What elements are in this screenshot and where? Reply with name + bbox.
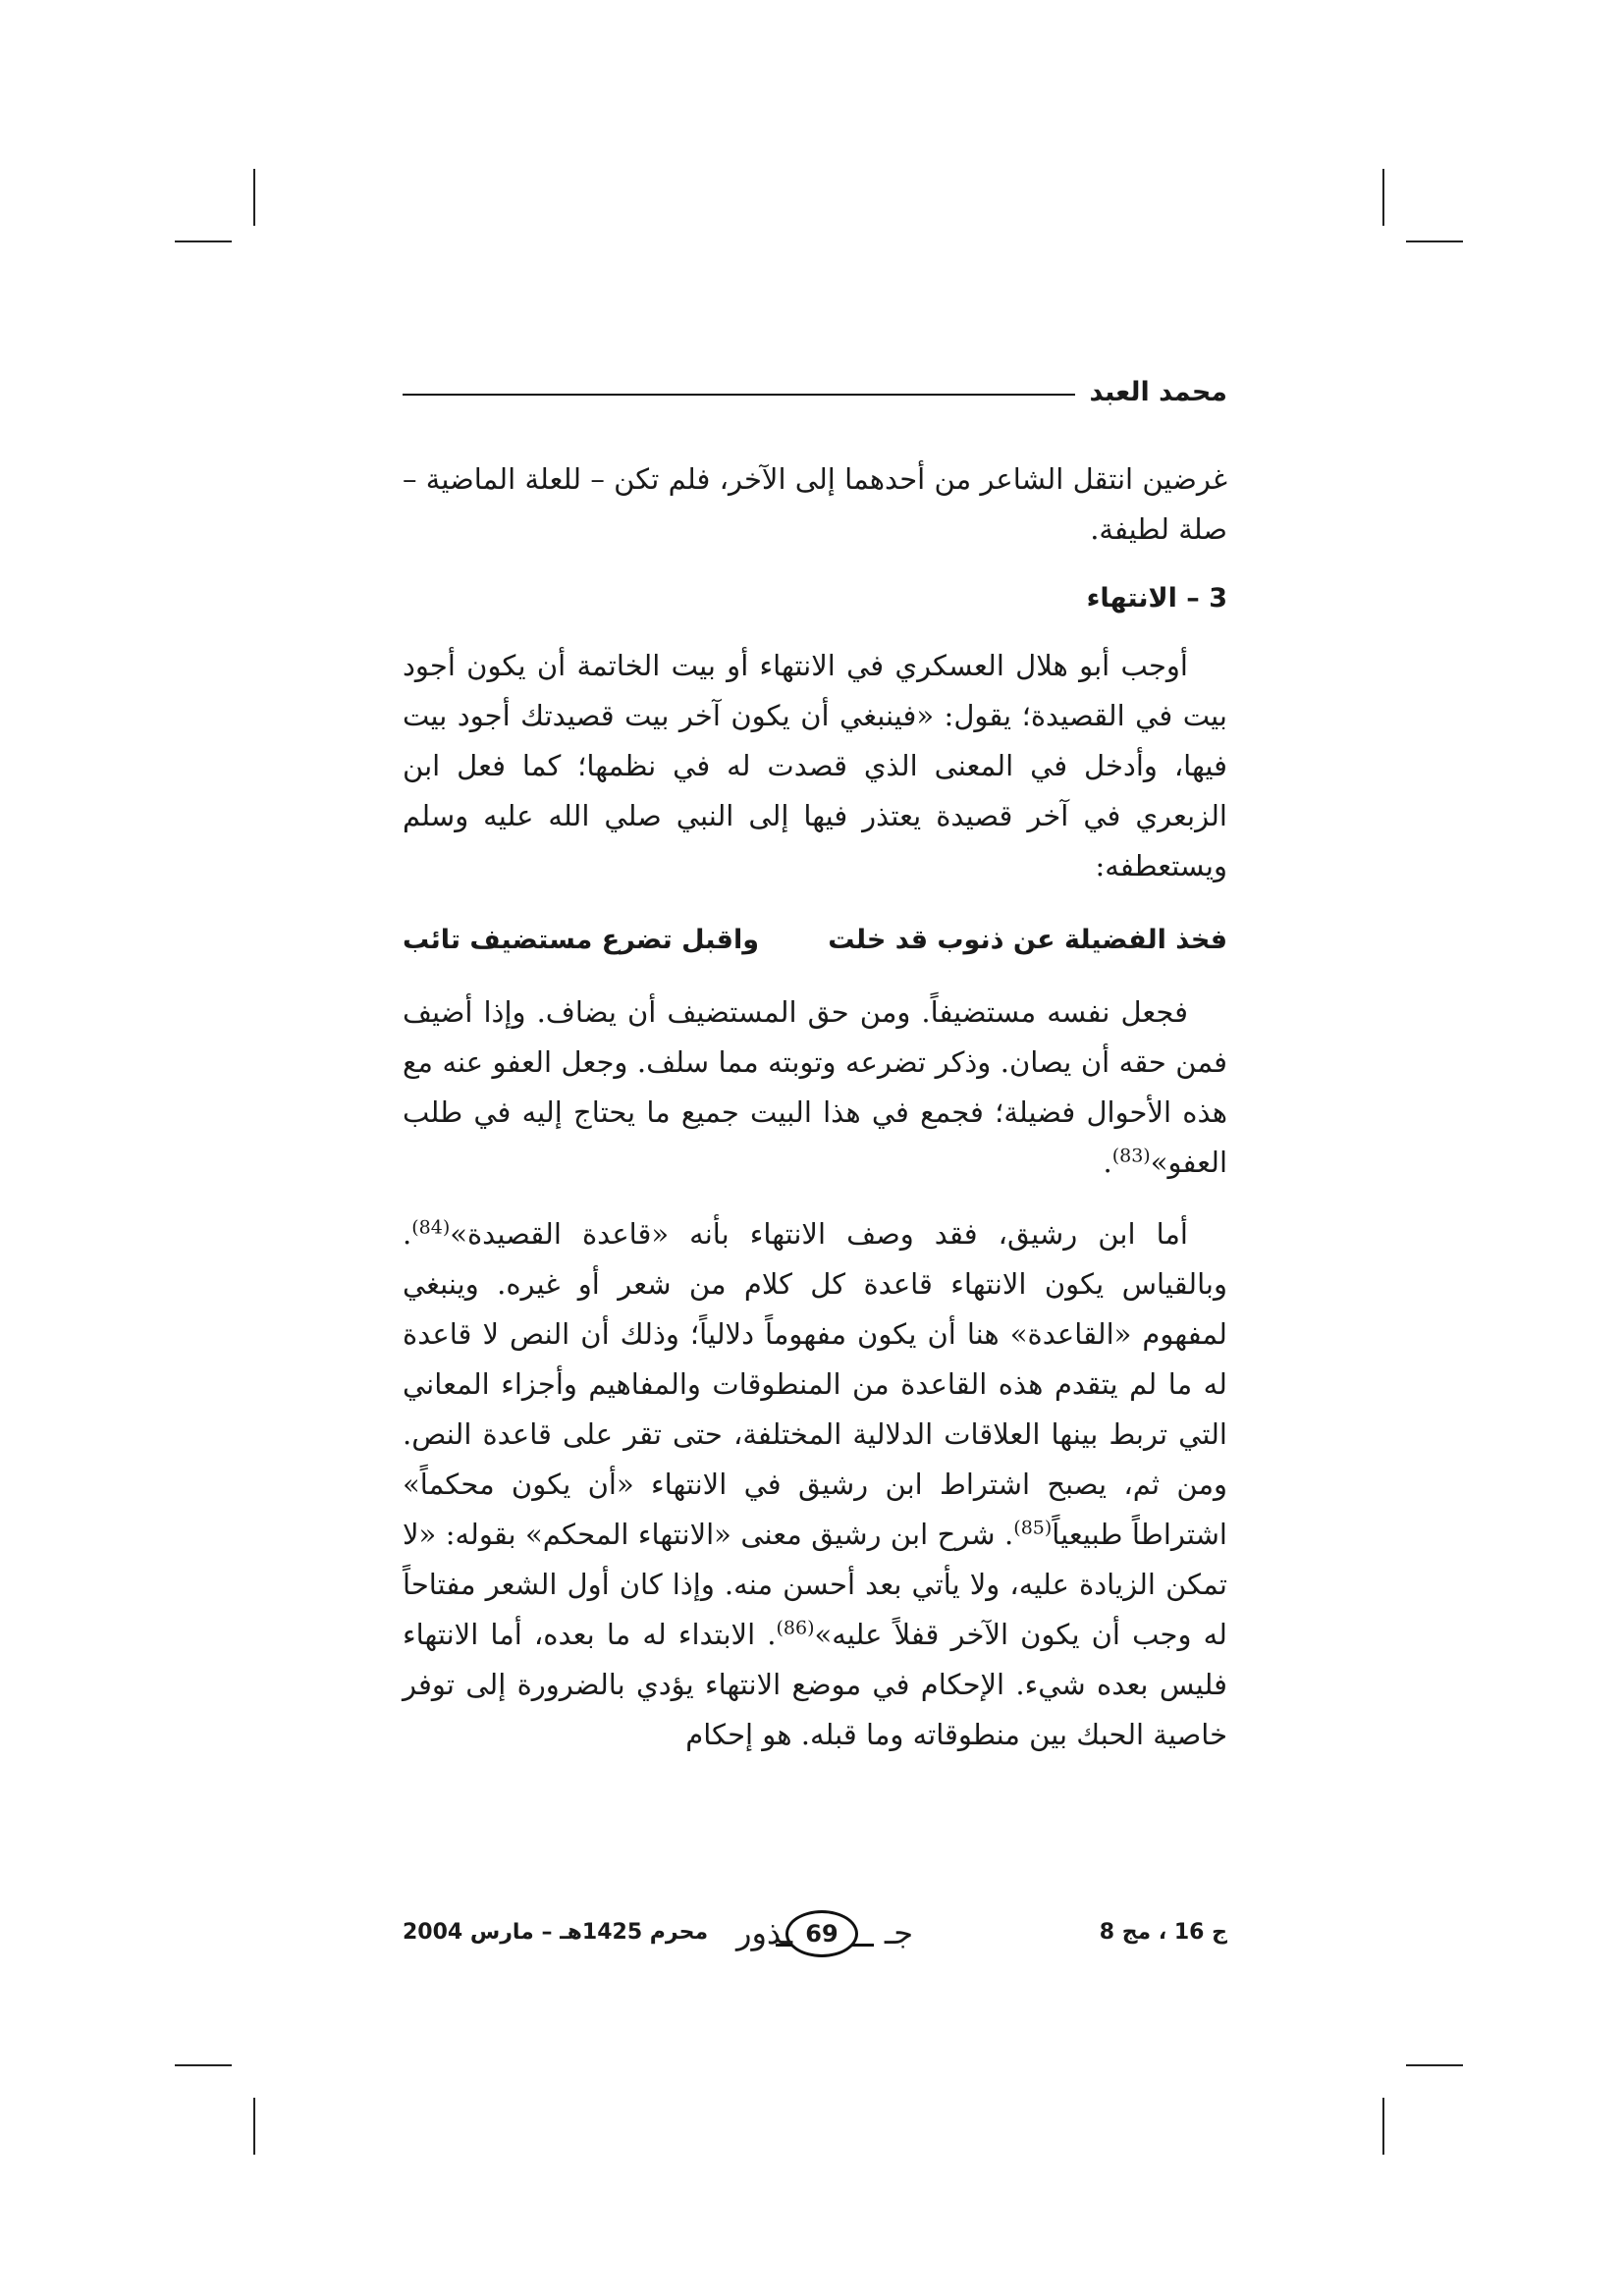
crop-mark-bottom-right-horizontal bbox=[1406, 2064, 1463, 2066]
journal-logo bbox=[736, 1904, 913, 1963]
crop-mark-top-left-vertical bbox=[253, 169, 255, 226]
paragraph-4-part-d: . الابتداء له ما بعده، أما الانتهاء فليس بعده شيء. الإحكام في موضع الانتهاء يؤدي بالضرورة إلى توفر خاصية الحبك بين منطوقاته وما قبله. هو إحكام bbox=[403, 1618, 1227, 1751]
page-body bbox=[403, 368, 1227, 1958]
verse-second-hemistich: واقبل تضرع مستضيف تائب bbox=[403, 925, 760, 955]
footnote-ref-83: (83) bbox=[1111, 1145, 1151, 1167]
footnote-ref-85: (85) bbox=[1013, 1517, 1053, 1539]
footnote-ref-86: (86) bbox=[776, 1617, 815, 1639]
crop-mark-bottom-left-vertical bbox=[253, 2098, 255, 2155]
issue-volume: ج 16 ، مج 8 bbox=[1099, 1920, 1227, 1945]
paragraph-4-part-c: . شرح ابن رشيق معنى «الانتهاء المحكم» بقوله: «لا تمكن الزيادة عليه، ولا يأتي بعد أحسن منه. وإذا كان أول الشعر مفتاحاً له وجب أن يكون الآخر قفلاً عليه» bbox=[403, 1518, 1227, 1651]
logo-thur: ـذور bbox=[736, 1914, 793, 1951]
crop-mark-top-right-vertical bbox=[1382, 169, 1384, 226]
crop-mark-top-right-horizontal bbox=[1406, 240, 1463, 242]
verse-first-hemistich: فخذ الفضيلة عن ذنوب قد خلت bbox=[828, 925, 1227, 955]
paragraph-4-part-b: . وبالقياس يكون الانتهاء قاعدة كل كلام من شعر أو غيره. وينبغي لمفهوم «القاعدة» هنا أن يكون مفهوماً دلالياً؛ وذلك أن النص لا قاعدة له ما لم يتقدم هذه القاعدة من المنطوقات والمفاهيم وأجزاء المعاني التي تربط بينها العلاقات الدلالية المختلفة، حتى تقر على قاعدة النص. ومن ثم، يصبح اشتراط ابن رشيق في الانتهاء «أن يكون محكماً» اشتراطاً طبيعياً bbox=[403, 1217, 1227, 1551]
logo-jeem: جـ bbox=[884, 1914, 913, 1951]
crop-mark-bottom-right-vertical bbox=[1382, 2098, 1384, 2155]
section-heading: 3 – الانتهاء bbox=[1086, 583, 1227, 614]
paragraph-4 bbox=[403, 1209, 1227, 1760]
paragraph-4-part-a: أما ابن رشيق، فقد وصف الانتهاء بأنه «قاعدة القصيدة» bbox=[450, 1217, 1188, 1251]
paragraph-3: فجعل نفسه مستضيفاً. ومن حق المستضيف أن يضاف. وإذا أضيف فمن حقه أن يصان. وذكر تضرعه وتوبته مما سلف. وجعل العفو عنه مع هذه الأحوال فضيلة؛ فجمع في هذا البيت جميع ما يحتاج إليه في طلب العفو»$^{(83)}$. bbox=[403, 995, 1227, 1179]
footnote-ref-84: (84) bbox=[411, 1216, 451, 1239]
poetry-verse bbox=[403, 915, 1227, 966]
paragraph-2: أوجب أبو هلال العسكري في الانتهاء أو بيت الخاتمة أن يكون أجود بيت في القصيدة؛ يقول: «فينبغي أن يكون آخر بيت قصيدتك أجود بيت فيها، وأدخل في المعنى الذي قصدت له في نظمها؛ كما فعل ابن الزبعري في آخر قصيدة يعتذر فيها إلى النبي صلي الله عليه وسلم ويستعطفه: bbox=[403, 649, 1227, 882]
running-head bbox=[403, 368, 1227, 417]
paragraph-1: غرضين انتقل الشاعر من أحدهما إلى الآخر، فلم تكن – للعلة الماضية – صلة لطيفة. bbox=[403, 462, 1227, 546]
header-rule bbox=[403, 394, 1075, 396]
paragraph-3-text: فجعل نفسه مستضيفاً. ومن حق المستضيف أن يضاف. وإذا أضيف فمن حقه أن يصان. وذكر تضرعه وتوبته مما سلف. وجعل العفو عنه مع هذه الأحوال فضيلة؛ فجمع في هذا البيت جميع ما يحتاج إليه في طلب العفو» bbox=[403, 995, 1227, 1179]
crop-mark-bottom-left-horizontal bbox=[175, 2064, 232, 2066]
article-text bbox=[403, 454, 1227, 1760]
issue-date: محرم 1425هـ – مارس 2004 bbox=[403, 1920, 709, 1945]
author-name: محمد العبد bbox=[1089, 377, 1227, 407]
page-footer bbox=[403, 1904, 1227, 1963]
page-number: 69 bbox=[785, 1910, 858, 1957]
crop-mark-top-left-horizontal bbox=[175, 240, 232, 242]
